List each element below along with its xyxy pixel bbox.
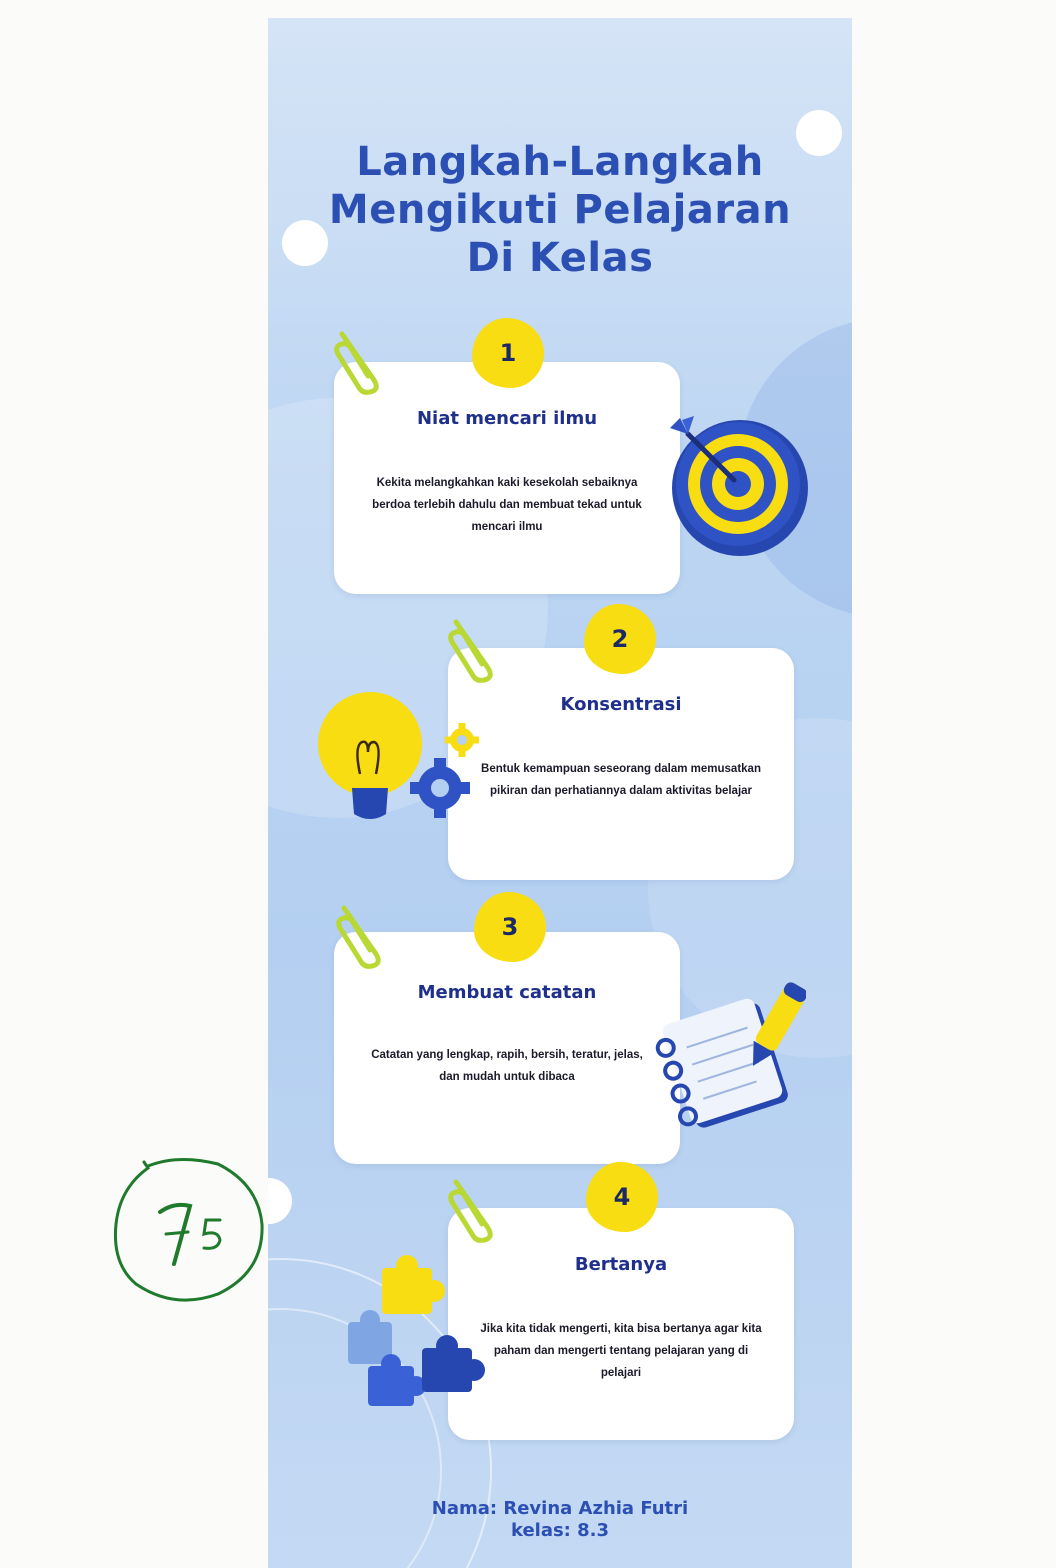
step-description: Catatan yang lengkap, rapih, bersih, teratur, jelas, dan mudah untuk dibaca <box>371 1049 643 1083</box>
paperclip-icon <box>444 1172 508 1246</box>
author-name: Nama: Revina Azhia Futri <box>431 1498 689 1519</box>
step-title: Konsentrasi <box>560 694 682 715</box>
step-description: Kekita melangkahkan kaki kesekolah sebaiknya berdoa terlebih dahulu dan membuat tekad untuk mencari ilmu <box>372 477 642 533</box>
paperclip-icon <box>330 324 394 398</box>
step-number-badge: 1 <box>472 318 544 388</box>
author-info <box>268 1498 852 1542</box>
lightbulb-gears-icon <box>312 688 482 828</box>
puzzle-icon <box>334 1248 494 1418</box>
paperclip-icon <box>444 612 508 686</box>
title-line: Di Kelas <box>466 235 654 281</box>
step-title: Niat mencari ilmu <box>416 408 598 429</box>
step-number-badge: 2 <box>584 604 656 674</box>
step-title: Bertanya <box>574 1254 668 1275</box>
step-number-badge: 3 <box>474 892 546 962</box>
punch-hole <box>268 1178 292 1224</box>
step-description: Jika kita tidak mengerti, kita bisa bertanya agar kita paham dan mengerti tentang pelajaran yang di pelajari <box>480 1323 762 1379</box>
title-line: Langkah-Langkah <box>356 139 764 185</box>
step-number-badge: 4 <box>586 1162 658 1232</box>
notebook-pencil-icon <box>650 976 806 1136</box>
poster-title <box>268 138 852 282</box>
step-title: Membuat catatan <box>417 982 597 1003</box>
step-description: Bentuk kemampuan seseorang dalam memusatkan pikiran dan perhatiannya dalam aktivitas belajar <box>481 763 761 797</box>
author-class: kelas: 8.3 <box>510 1520 610 1541</box>
handwritten-grade-mark <box>108 1154 268 1304</box>
paperclip-icon <box>332 898 396 972</box>
target-icon <box>664 398 812 558</box>
infographic-poster <box>268 18 852 1568</box>
title-line: Mengikuti Pelajaran <box>328 187 792 233</box>
